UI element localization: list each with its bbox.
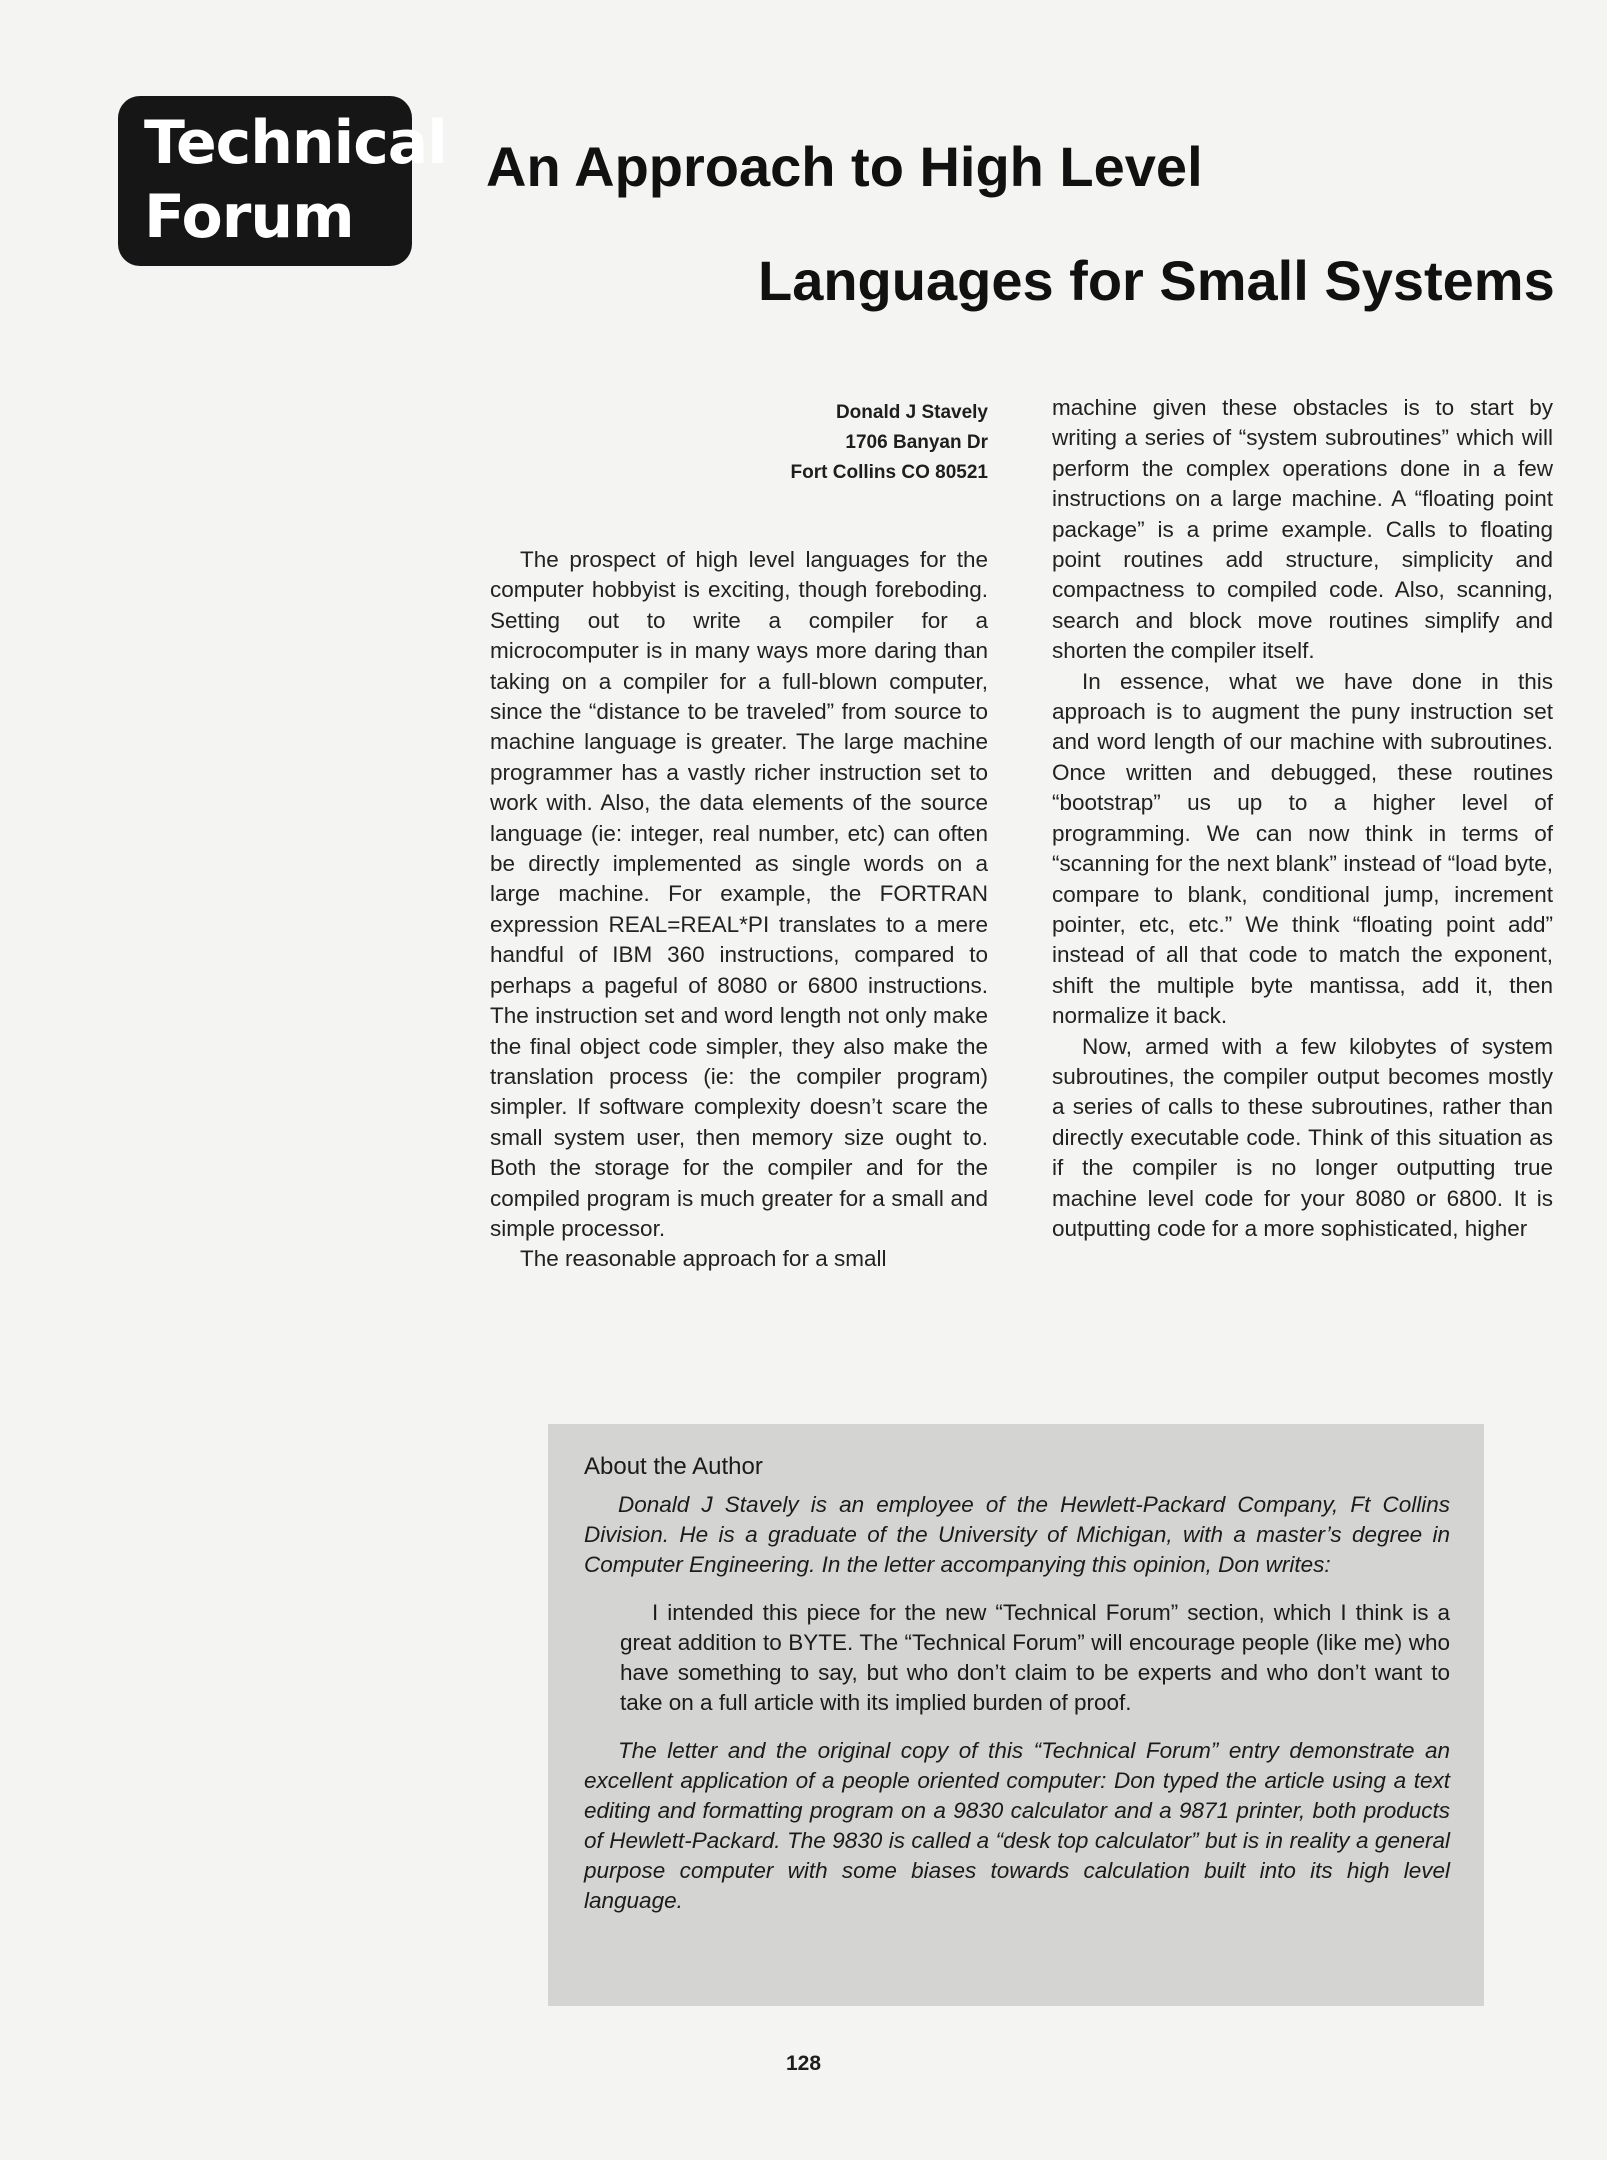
about-author-intro: Donald J Stavely is an employee of the Hewlett-Packard Company, Ft Collins Division. He is a graduate of the University of Michigan, with a master’s degree in Computer Engineering. In the letter accompanying this opinion, Don writes: bbox=[584, 1492, 1450, 1577]
article-title-line-2: Languages for Small Systems bbox=[758, 249, 1555, 312]
article-paragraph-4: Now, armed with a few kilobytes of system subroutines, the compiler output becomes mostly a series of calls to these subroutines, rather than directly executable code. Think of this situation as if the compiler is no longer outputting true machine level code for your 8080 or 6800. It is outputting code for a more sophisticated, higher bbox=[1052, 1033, 1553, 1241]
about-author-heading: About the Author bbox=[584, 1453, 763, 1480]
article-paragraph-2-cont: machine given these obstacles is to start by writing a series of “system subroutines” which will perform the complex operations done in a few instructions on a large machine. A “floating point package” is a prime example. Calls to floating point routines add structure, simplicity and compactness to compiled code. Also, scanning, search and block move routines simplify and shorten the compiler itself. bbox=[1052, 395, 1553, 664]
author-letter-quote-text: I intended this piece for the new “Technical Forum” section, which I think is a great addition to BYTE. The “Technical Forum” will encourage people (like me) who have something to say, but who don’t claim to be experts and who don’t want to take on a full article with its implied burden of proof. bbox=[620, 1600, 1450, 1715]
section-badge bbox=[118, 96, 447, 266]
about-author-box bbox=[548, 1424, 1484, 2006]
author-letter-quote bbox=[620, 1598, 1450, 1718]
article-column-right bbox=[1052, 393, 1553, 1244]
article-paragraph-2-start: The reasonable approach for a small bbox=[520, 1246, 887, 1272]
badge-line-1: Technical bbox=[144, 108, 447, 178]
page-number: 128 bbox=[785, 2052, 822, 2075]
article-title-line-1: An Approach to High Level bbox=[486, 135, 1203, 198]
author-byline bbox=[700, 398, 988, 488]
article-column-left bbox=[490, 545, 988, 1275]
article-paragraph-1: The prospect of high level languages for the computer hobbyist is exciting, though foreboding. Setting out to write a compiler for a microcomputer is in many ways more daring than taking on a compiler for a full-blown computer, since the “distance to be traveled” from source to machine language is greater. The large machine programmer has a vastly richer instruction set to work with. Also, the data elements of the source language (ie: integer, real number, etc) can often be directly implemented as single words on a large machine. For example, the FORTRAN expression REAL=REAL*PI translates to a mere handful of IBM 360 instructions, compared to perhaps a pageful of 8080 or 6800 instructions. The instruction set and word length not only make the final object code simpler, they also make the translation process (ie: the compiler program) simpler. If software complexity doesn’t scare the small system user, then memory size ought to. Both the storage for the compiler and for the compiled program is much greater for a small and simple processor. bbox=[490, 547, 988, 1241]
badge-line-2: Forum bbox=[144, 182, 354, 252]
author-street: 1706 Banyan Dr bbox=[845, 432, 988, 453]
author-city: Fort Collins CO 80521 bbox=[790, 462, 988, 483]
author-name: Donald J Stavely bbox=[835, 402, 988, 423]
article-paragraph-3: In essence, what we have done in this approach is to augment the puny instruction set and word length of our machine with subroutines. Once written and debugged, these routines “bootstrap” us up to a higher level of programming. We can now think in terms of “scanning for the next blank” instead of “load byte, compare to blank, conditional jump, increment pointer, etc, etc.” We think “floating point add” instead of all that code to match the exponent, shift the multiple byte mantissa, add it, then normalize it back. bbox=[1052, 668, 1553, 1029]
about-author-outro: The letter and the original copy of this “Technical Forum” entry demonstrate an excellent application of a people oriented computer: Don typed the article using a text editing and formatting program on a 9830 calculator and a 9871 printer, both products of Hewlett-Packard. The 9830 is called a “desk top calculator” but is in reality a general purpose computer with some biases towards calculation built into its high level language. bbox=[584, 1738, 1450, 1913]
